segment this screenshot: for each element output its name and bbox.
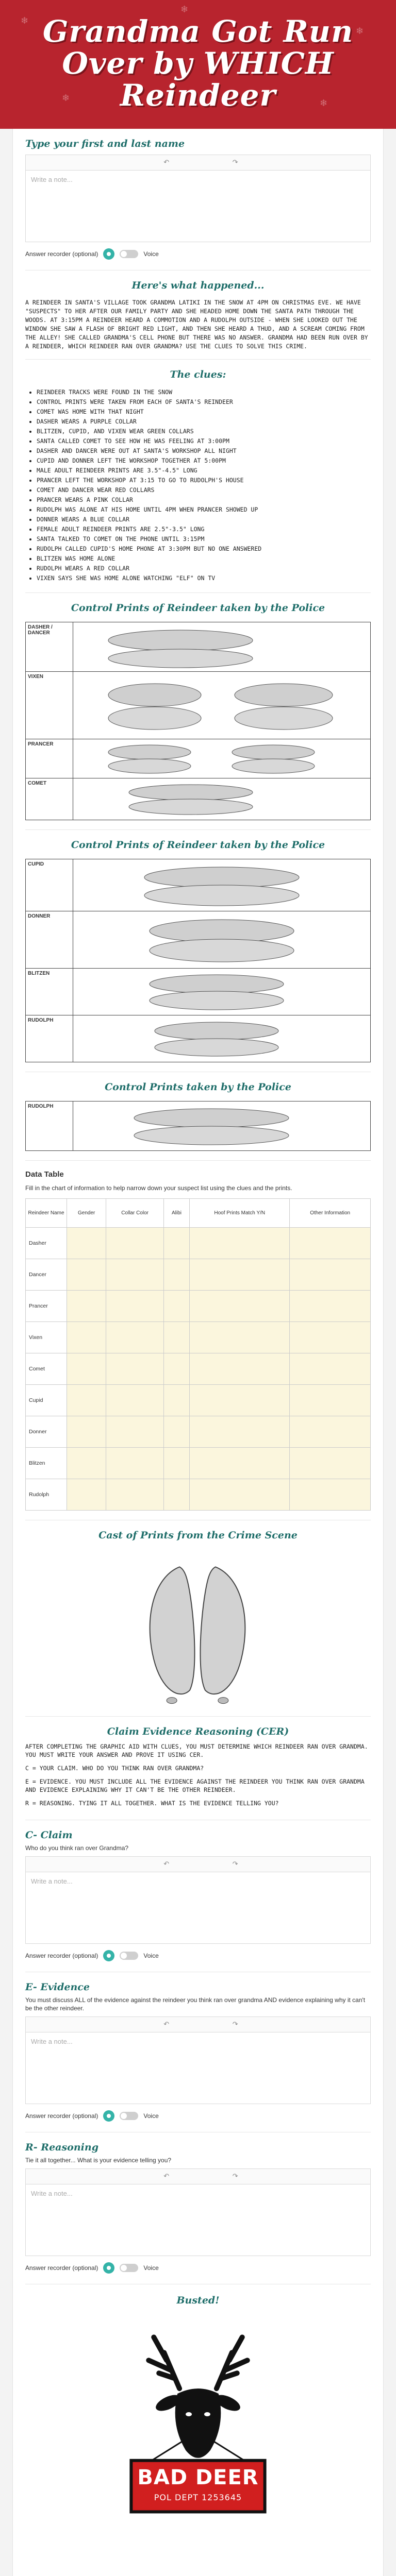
record-icon[interactable]	[103, 248, 114, 260]
redo-icon[interactable]: ↷	[232, 2020, 238, 2028]
answer-recorder	[25, 1944, 371, 1972]
voice-label: Voice	[143, 1952, 159, 1959]
hoof-print-image	[73, 778, 370, 820]
claim-question: Who do you think ran over Grandma?	[25, 1844, 129, 1852]
clue-item: • SANTA CALLED COMET TO SEE HOW HE WAS FEELING AT 3:00PM	[37, 436, 371, 446]
clue-item: • RUDOLPH WEARS A RED COLLAR	[37, 564, 371, 573]
table-input-cell[interactable]	[190, 1416, 290, 1448]
hoof-print-image	[73, 622, 370, 671]
print-label: VIXEN	[26, 672, 73, 739]
table-input-cell[interactable]	[67, 1448, 106, 1479]
reasoning-question: Tie it all together... What is your evidence telling you?	[25, 2157, 172, 2164]
clue-item: • RUDOLPH WAS ALONE AT HIS HOME UNTIL 4PM WHEN PRANCER SHOWED UP	[37, 505, 371, 515]
table-input-cell[interactable]	[67, 1322, 106, 1353]
table-input-cell[interactable]	[163, 1291, 189, 1322]
snowflake-icon: ❄	[320, 98, 328, 108]
cer-instructions	[25, 1742, 371, 1820]
table-input-cell[interactable]	[190, 1353, 290, 1385]
control-prints-table-3	[25, 1101, 371, 1151]
control-prints-table-2	[25, 859, 371, 1062]
table-input-cell[interactable]	[290, 1228, 371, 1259]
cer-paragraph: R = REASONING. TYING IT ALL TOGETHER. WHAT IS THE EVIDENCE TELLING YOU?	[25, 1800, 279, 1807]
table-input-cell[interactable]	[67, 1385, 106, 1416]
sign-subtext: POL DEPT 1253645	[154, 2493, 242, 2502]
column-header: Hoof Prints Match Y/N	[190, 1199, 290, 1228]
print-cell	[73, 1101, 371, 1151]
table-input-cell[interactable]	[163, 1228, 189, 1259]
redo-icon[interactable]: ↷	[232, 1860, 238, 1868]
table-input-cell[interactable]	[106, 1228, 163, 1259]
reindeer-name-cell: Comet	[26, 1353, 67, 1385]
table-row	[26, 1322, 371, 1353]
undo-icon[interactable]: ↶	[163, 158, 170, 166]
story-heading: Here's what happened...	[131, 280, 265, 291]
undo-icon[interactable]: ↶	[163, 1860, 170, 1868]
clues-heading: The clues:	[170, 369, 226, 380]
print-cell	[73, 739, 371, 778]
voice-toggle[interactable]	[120, 2112, 138, 2120]
name-heading: Type your first and last name	[25, 138, 185, 149]
print-label: BLITZEN	[26, 969, 73, 1015]
column-header: Reindeer Name	[26, 1199, 67, 1228]
reindeer-name-cell: Donner	[26, 1416, 67, 1448]
table-input-cell[interactable]	[290, 1448, 371, 1479]
table-input-cell[interactable]	[106, 1479, 163, 1511]
clue-item: • VIXEN SAYS SHE WAS HOME ALONE WATCHING "ELF" ON TV	[37, 573, 371, 583]
crime-scene-print	[25, 1546, 371, 1716]
table-row	[26, 1259, 371, 1291]
print-cell	[73, 859, 371, 911]
recorder-label: Answer recorder (optional)	[25, 1952, 98, 1959]
reasoning-input[interactable]: Write a note...	[25, 2184, 371, 2256]
clue-item: • FEMALE ADULT REINDEER PRINTS ARE 2.5"-3.5" LONG	[37, 524, 371, 534]
snowflake-icon: ❄	[180, 4, 189, 14]
sign-text: BAD DEER	[137, 2466, 259, 2489]
hoof-print-image	[73, 739, 370, 778]
text-toolbar	[25, 1856, 371, 1872]
print-cell	[73, 1015, 371, 1062]
table-input-cell[interactable]	[290, 1385, 371, 1416]
column-header: Alibi	[163, 1199, 189, 1228]
table-input-cell[interactable]	[106, 1416, 163, 1448]
text-toolbar	[25, 2016, 371, 2032]
table-input-cell[interactable]	[106, 1448, 163, 1479]
table-row	[26, 1228, 371, 1259]
table-input-cell[interactable]	[163, 1448, 189, 1479]
worksheet-card	[12, 129, 384, 2576]
table-input-cell[interactable]	[190, 1448, 290, 1479]
voice-label: Voice	[143, 2112, 159, 2120]
voice-toggle[interactable]	[120, 1952, 138, 1960]
print-cell	[73, 969, 371, 1015]
busted-heading: Busted!	[176, 2295, 220, 2306]
table-input-cell[interactable]	[190, 1291, 290, 1322]
table-input-cell[interactable]	[290, 1291, 371, 1322]
recorder-label: Answer recorder (optional)	[25, 250, 98, 258]
voice-toggle[interactable]	[120, 2264, 138, 2272]
table-row	[26, 1448, 371, 1479]
reindeer-name-cell: Dasher	[26, 1228, 67, 1259]
voice-toggle[interactable]	[120, 250, 138, 258]
print-label: PRANCER	[26, 739, 73, 778]
reindeer-name-cell: Cupid	[26, 1385, 67, 1416]
snowflake-icon: ❄	[21, 15, 29, 26]
table-input-cell[interactable]	[67, 1353, 106, 1385]
clue-item: • MALE ADULT REINDEER PRINTS ARE 3.5"-4.5" LONG	[37, 466, 371, 476]
snowflake-icon: ❄	[62, 93, 70, 103]
clue-item: • COMET WAS HOME WITH THAT NIGHT	[37, 407, 371, 417]
print-label: RUDOLPH	[26, 1101, 73, 1151]
table-row	[26, 1479, 371, 1511]
clue-item: • PRANCER LEFT THE WORKSHOP AT 3:15 TO GO TO RUDOLPH'S HOUSE	[37, 476, 371, 485]
clue-item: • PRANCER WEARS A PINK COLLAR	[37, 495, 371, 505]
table-input-cell[interactable]	[290, 1353, 371, 1385]
clue-item: • DASHER AND DANCER WERE OUT AT SANTA'S WORKSHOP ALL NIGHT	[37, 446, 371, 456]
bad-deer-illustration	[25, 2311, 371, 2528]
claim-input[interactable]: Write a note...	[25, 1872, 371, 1944]
table-input-cell[interactable]	[290, 1322, 371, 1353]
table-row	[26, 1385, 371, 1416]
column-header: Collar Color	[106, 1199, 163, 1228]
hoof-print-image	[73, 1101, 370, 1150]
table-input-cell[interactable]	[290, 1259, 371, 1291]
clue-list	[25, 385, 371, 592]
table-input-cell[interactable]	[290, 1479, 371, 1511]
story-text: A REINDEER IN SANTA'S VILLAGE TOOK GRANDMA LATIKI IN THE SNOW AT 4PM ON CHRISTMAS EVE. WE HAVE "SUSPECTS" TO HER AFTER OUR FAMILY PARTY AND SHE HEADED HOME DOWN THE SANTA PATH THROUGH THE WOODS. AT 3:15PM A REINDEER HEARD A COMMOTION AND A RUDOLPH OUTSIDE - WHEN SHE LOOKED OUT THE WINDOW SHE SAW A FLASH OF BRIGHT RED LIGHT, AND THEN SHE HEARD A THUD, AND A SCREAM COMING FROM THE ALLEY! SHE CALLED GRANDMA'S CELL PHONE BUT THERE WAS NO ANSWER. GRANDMA HAD BEEN RUN OVER BY A REINDEER, WHICH REINDEER RAN OVER GRANDMA? USE THE CLUES TO SOLVE THIS CRIME.	[25, 299, 368, 350]
reindeer-name-cell: Rudolph	[26, 1479, 67, 1511]
table-input-cell[interactable]	[67, 1479, 106, 1511]
evidence-heading: E- Evidence	[25, 1981, 90, 1993]
hoof-print-image	[73, 1015, 370, 1062]
clue-item: • REINDEER TRACKS WERE FOUND IN THE SNOW	[37, 387, 371, 397]
print-label: RUDOLPH	[26, 1015, 73, 1062]
table-input-cell[interactable]	[190, 1385, 290, 1416]
snowflake-icon: ❄	[356, 26, 364, 36]
data-table-heading: Data Table	[25, 1170, 64, 1179]
evidence-question: You must discuss ALL of the evidence against the reindeer you think ran over grandma AND evidence explaining why it can't be the other reindeer.	[25, 1996, 366, 2012]
table-input-cell[interactable]	[163, 1322, 189, 1353]
clue-item: • DASHER WEARS A PURPLE COLLAR	[37, 417, 371, 427]
clue-item: • CONTROL PRINTS WERE TAKEN FROM EACH OF SANTA'S REINDEER	[37, 397, 371, 407]
table-input-cell[interactable]	[106, 1291, 163, 1322]
name-input[interactable]: Write a note...	[25, 170, 371, 242]
table-row	[26, 1353, 371, 1385]
clue-item: • SANTA TALKED TO COMET ON THE PHONE UNTIL 3:15PM	[37, 534, 371, 544]
print-cell	[73, 622, 371, 672]
crime-scene-heading: Cast of Prints from the Crime Scene	[98, 1530, 298, 1541]
print-cell	[73, 778, 371, 820]
header-banner	[0, 0, 396, 129]
table-input-cell[interactable]	[163, 1416, 189, 1448]
reindeer-name-cell: Dancer	[26, 1259, 67, 1291]
cer-heading: Claim Evidence Reasoning (CER)	[107, 1726, 289, 1737]
cer-paragraph: AFTER COMPLETING THE GRAPHIC AID WITH CLUES, YOU MUST DETERMINE WHICH REINDEER RAN OVER GRANDMA. YOU MUST WRITE YOUR ANSWER AND PROVE IT USING CER.	[25, 1743, 368, 1758]
record-icon[interactable]	[103, 1950, 114, 1961]
column-header: Other Information	[290, 1199, 371, 1228]
redo-icon[interactable]: ↷	[232, 158, 238, 166]
suspect-data-table	[25, 1198, 371, 1511]
undo-icon[interactable]: ↶	[163, 2172, 170, 2180]
table-input-cell[interactable]	[67, 1416, 106, 1448]
redo-icon[interactable]: ↷	[232, 2172, 238, 2180]
table-input-cell[interactable]	[67, 1228, 106, 1259]
table-input-cell[interactable]	[67, 1291, 106, 1322]
text-toolbar	[25, 2168, 371, 2184]
print-label: DONNER	[26, 911, 73, 969]
answer-recorder	[25, 2104, 371, 2132]
recorder-label: Answer recorder (optional)	[25, 2112, 98, 2120]
cer-paragraph: C = YOUR CLAIM. WHO DO YOU THINK RAN OVER GRANDMA?	[25, 1765, 204, 1772]
table-input-cell[interactable]	[106, 1322, 163, 1353]
table-input-cell[interactable]	[190, 1259, 290, 1291]
print-label: DASHER / DANCER	[26, 622, 73, 672]
control-prints-table-1	[25, 622, 371, 820]
cer-paragraph: E = EVIDENCE. YOU MUST INCLUDE ALL THE EVIDENCE AGAINST THE REINDEER YOU THINK RAN OVER GRANDMA AND EVIDENCE EXPLAINING WHY IT CAN'T BE THE OTHER REINDEER.	[25, 1778, 365, 1793]
table-input-cell[interactable]	[163, 1353, 189, 1385]
table-input-cell[interactable]	[190, 1228, 290, 1259]
voice-label: Voice	[143, 250, 159, 258]
reindeer-name-cell: Prancer	[26, 1291, 67, 1322]
undo-icon[interactable]: ↶	[163, 2020, 170, 2028]
print-label: COMET	[26, 778, 73, 820]
control-prints-heading-1: Control Prints of Reindeer taken by the Police	[71, 602, 325, 614]
answer-recorder	[25, 2256, 371, 2284]
reindeer-name-cell: Blitzen	[26, 1448, 67, 1479]
table-input-cell[interactable]	[106, 1353, 163, 1385]
hoof-print-image	[73, 672, 370, 739]
record-icon[interactable]	[103, 2262, 114, 2274]
clue-item: • BLITZEN, CUPID, AND VIXEN WEAR GREEN COLLARS	[37, 427, 371, 436]
voice-label: Voice	[143, 2264, 159, 2272]
reasoning-heading: R- Reasoning	[25, 2142, 98, 2153]
hoof-print-image	[25, 1546, 371, 1716]
table-input-cell[interactable]	[106, 1385, 163, 1416]
table-input-cell[interactable]	[67, 1259, 106, 1291]
table-row	[26, 1416, 371, 1448]
answer-recorder	[25, 242, 371, 270]
reindeer-name-cell: Vixen	[26, 1322, 67, 1353]
print-cell	[73, 911, 371, 969]
claim-heading: C- Claim	[25, 1829, 73, 1841]
hoof-print-image	[73, 969, 370, 1015]
page-title: Grandma Got Run Over by WHICH Reindeer	[42, 14, 354, 113]
table-input-cell[interactable]	[163, 1385, 189, 1416]
clue-item: • DONNER WEARS A BLUE COLLAR	[37, 515, 371, 524]
evidence-input[interactable]: Write a note...	[25, 2032, 371, 2104]
clue-item: • CUPID AND DONNER LEFT THE WORKSHOP TOGETHER AT 5:00PM	[37, 456, 371, 466]
clue-item: • RUDOLPH CALLED CUPID'S HOME PHONE AT 3:30PM BUT NO ONE ANSWERED	[37, 544, 371, 554]
column-header: Gender	[67, 1199, 106, 1228]
recorder-label: Answer recorder (optional)	[25, 2264, 98, 2272]
print-cell	[73, 672, 371, 739]
clue-item: • BLITZEN WAS HOME ALONE	[37, 554, 371, 564]
table-row	[26, 1291, 371, 1322]
table-input-cell[interactable]	[163, 1259, 189, 1291]
text-toolbar	[25, 155, 371, 170]
hoof-print-image	[73, 859, 370, 911]
table-input-cell[interactable]	[190, 1322, 290, 1353]
data-table-instructions: Fill in the chart of information to help narrow down your suspect list using the clues and the prints.	[25, 1184, 292, 1192]
table-input-cell[interactable]	[163, 1479, 189, 1511]
control-prints-heading-2: Control Prints of Reindeer taken by the Police	[71, 839, 325, 851]
table-input-cell[interactable]	[190, 1479, 290, 1511]
record-icon[interactable]	[103, 2110, 114, 2122]
clue-item: • COMET AND DANCER WEAR RED COLLARS	[37, 485, 371, 495]
table-input-cell[interactable]	[290, 1416, 371, 1448]
table-input-cell[interactable]	[106, 1259, 163, 1291]
hoof-print-image	[73, 911, 370, 968]
control-prints-heading-3: Control Prints taken by the Police	[105, 1081, 291, 1093]
print-label: CUPID	[26, 859, 73, 911]
